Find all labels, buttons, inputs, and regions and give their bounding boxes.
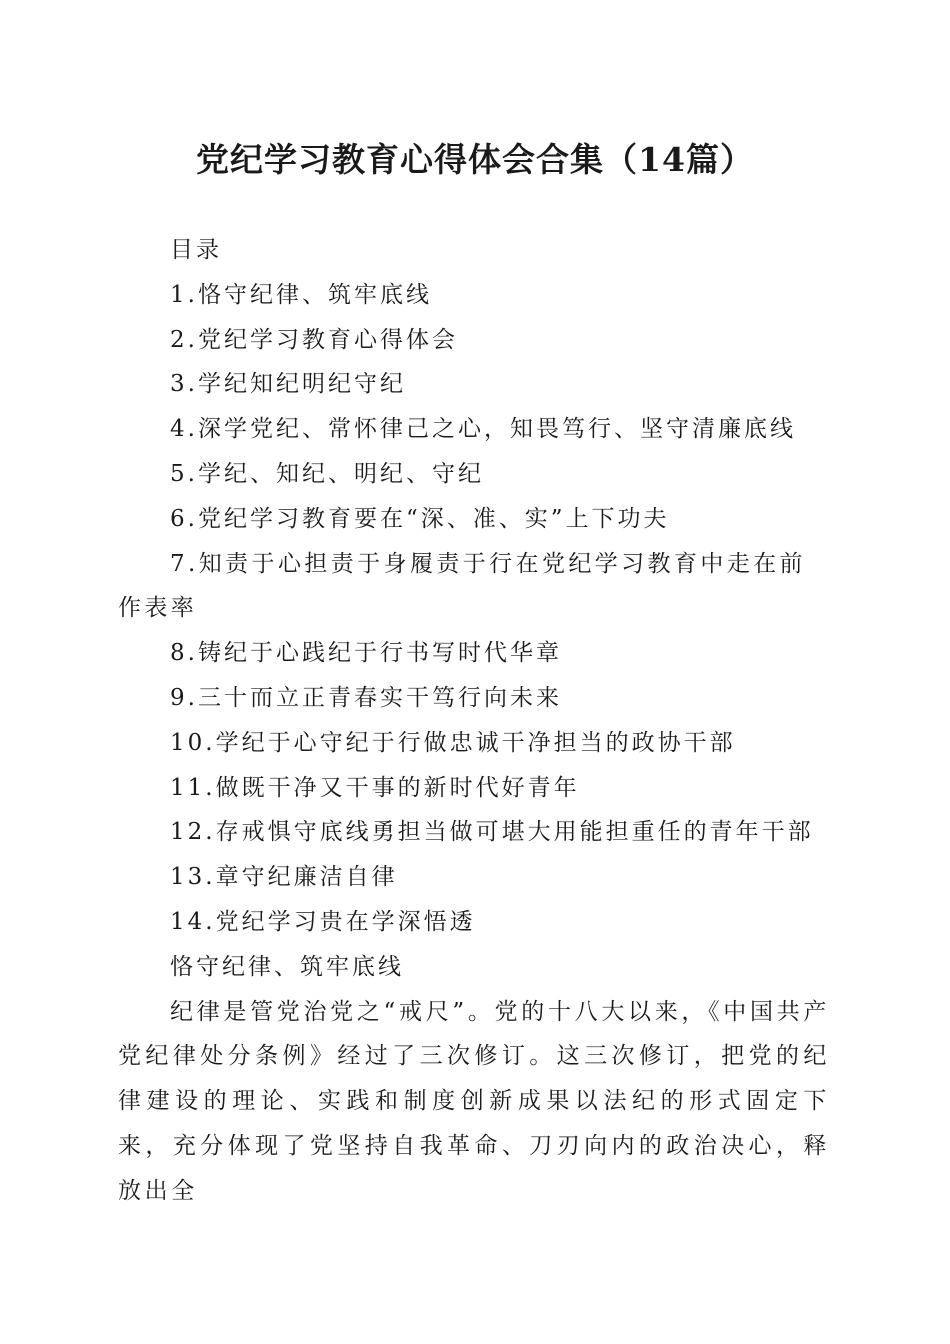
toc-item: 6.党纪学习教育要在“深、准、实”上下功夫 [170, 505, 670, 532]
toc-item: 12.存戒惧守底线勇担当做可堪大用能担重任的青年干部 [170, 819, 814, 846]
toc-item: 13.章守纪廉洁自律 [170, 864, 398, 891]
document-title: 党纪学习教育心得体会合集（14篇） [196, 140, 754, 179]
toc-item: 14.党纪学习贵在学深悟透 [170, 908, 476, 935]
toc-item: 3.学纪知纪明纪守纪 [170, 371, 406, 398]
toc-item: 2.党纪学习教育心得体会 [170, 326, 458, 353]
toc-item: 10.学纪于心守纪于行做忠诚干净担当的政协干部 [170, 729, 736, 756]
toc-item: 9.三十而立正青春实干笃行向未来 [170, 684, 562, 711]
document-body [118, 228, 830, 1214]
toc-item: 7.知责于心担责于身履责于行在党纪学习教育中走在前作表率 [118, 550, 806, 622]
toc-heading: 目录 [170, 237, 222, 263]
toc-item: 11.做既干净又干事的新时代好青年 [170, 774, 580, 801]
toc-item: 8.铸纪于心践纪于行书写时代华章 [170, 640, 562, 667]
body-paragraph: 纪律是管党治党之“戒尺”。党的十八大以来，《中国共产党纪律处分条例》经过了三次修订。这三次修订，把党的纪律建设的理论、实践和制度创新成果以法纪的形式固定下来，充分体现了党坚持自我革命、刀刃向内的政治决心，释放出全 [118, 998, 830, 1204]
toc-item: 1.恪守纪律、筑牢底线 [170, 281, 432, 308]
toc-item: 5.学纪、知纪、明纪、守纪 [170, 460, 484, 487]
section-heading: 恪守纪律、筑牢底线 [170, 953, 404, 980]
toc-item: 4.深学党纪、常怀律己之心，知畏笃行、坚守清廉底线 [170, 416, 796, 443]
